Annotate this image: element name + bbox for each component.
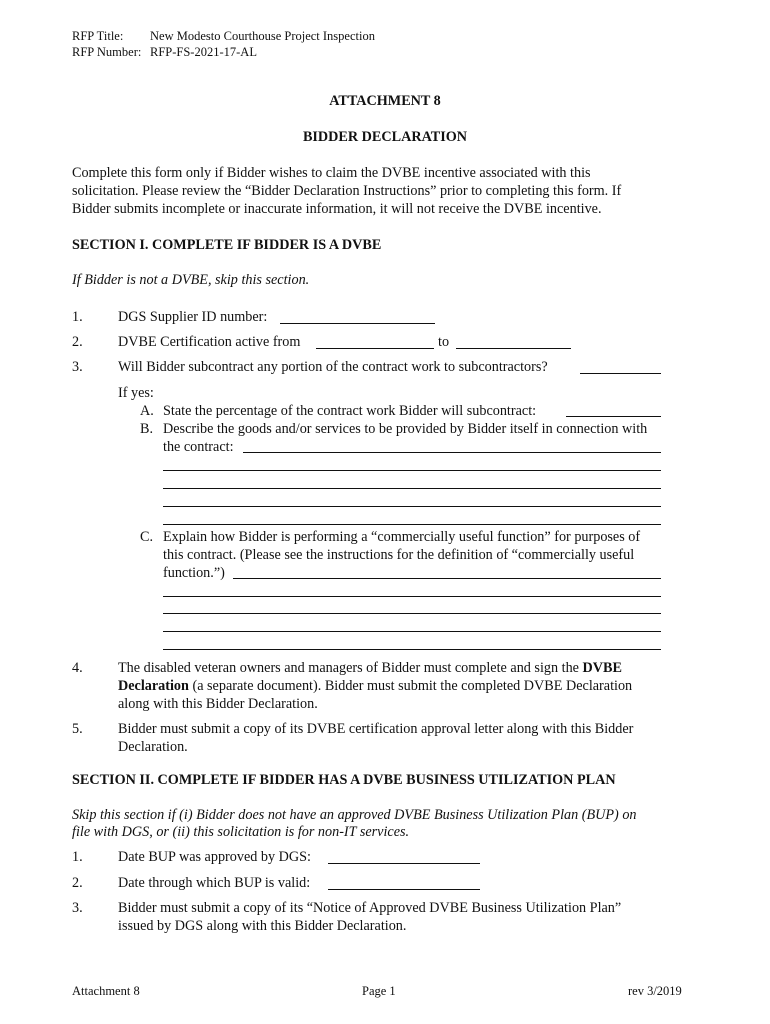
- certification-to-field[interactable]: [456, 348, 571, 349]
- rfp-number-label: RFP Number:: [72, 45, 142, 59]
- bup-valid-label: Date through which BUP is valid:: [118, 875, 311, 891]
- bup-valid-field[interactable]: [328, 889, 480, 890]
- useful-function-field[interactable]: [163, 596, 661, 597]
- goods-services-field[interactable]: [163, 488, 661, 489]
- useful-function-label-cont: function.”): [163, 565, 225, 581]
- supplier-id-label: DGS Supplier ID number:: [118, 309, 268, 325]
- bup-notice-line2: issued by DGS along with this Bidder Declaration.: [118, 918, 407, 934]
- intro-line: Bidder submits incomplete or inaccurate information, it will not receive the DVBE incentive.: [72, 201, 602, 217]
- useful-function-field[interactable]: [163, 613, 661, 614]
- bup-notice-line1: Bidder must submit a copy of its “Notice of Approved DVBE Business Utilization Plan”: [118, 900, 622, 916]
- goods-services-field[interactable]: [243, 452, 661, 453]
- goods-services-field[interactable]: [163, 470, 661, 471]
- sub-letter: A.: [140, 403, 154, 419]
- useful-function-label: Explain how Bidder is performing a “commercially useful function” for purposes of: [163, 529, 641, 545]
- goods-services-field[interactable]: [163, 524, 661, 525]
- useful-function-field[interactable]: [233, 578, 661, 579]
- certification-letter-line2: Declaration.: [118, 739, 188, 755]
- rfp-number-value: RFP-FS-2021-17-AL: [150, 45, 257, 59]
- item-number: 2.: [72, 875, 83, 891]
- item-number: 3.: [72, 359, 83, 375]
- section1-skip-note: If Bidder is not a DVBE, skip this section.: [72, 272, 310, 288]
- section2-skip-note-cont: file with DGS, or (ii) this solicitation is for non-IT services.: [72, 824, 410, 840]
- section2-heading: SECTION II. COMPLETE IF BIDDER HAS A DVBE BUSINESS UTILIZATION PLAN: [72, 772, 616, 788]
- dvbe-declaration-line3: along with this Bidder Declaration.: [118, 696, 318, 712]
- sub-letter: B.: [140, 421, 154, 437]
- item-number: 1.: [72, 309, 83, 325]
- subcontract-answer-field[interactable]: [580, 373, 661, 374]
- footer-attachment: Attachment 8: [72, 984, 140, 998]
- if-yes-label: If yes:: [118, 385, 154, 401]
- useful-function-field[interactable]: [163, 649, 661, 650]
- footer-revision: rev 3/2019: [628, 984, 682, 998]
- goods-services-label: Describe the goods and/or services to be provided by Bidder itself in connection with: [163, 421, 648, 437]
- rfp-title-label: RFP Title:: [72, 29, 124, 43]
- dvbe-declaration-line1: [118, 659, 622, 677]
- bup-approved-field[interactable]: [328, 863, 480, 864]
- certification-label: DVBE Certification active from: [118, 334, 301, 350]
- item4-bold: DVBE: [582, 660, 622, 676]
- useful-function-label-cont: this contract. (Please see the instructions for the definition of “commercially useful: [163, 547, 635, 563]
- subcontract-question: Will Bidder subcontract any portion of the contract work to subcontractors?: [118, 359, 548, 375]
- certification-letter-line1: Bidder must submit a copy of its DVBE certification approval letter along with this Bidder: [118, 721, 634, 737]
- section2-skip-note: Skip this section if (i) Bidder does not have an approved DVBE Business Utilization Plan (BUP) on: [72, 807, 637, 823]
- rfp-title-value: New Modesto Courthouse Project Inspection: [150, 29, 375, 43]
- item-number: 3.: [72, 900, 83, 916]
- attachment-title: ATTACHMENT 8: [329, 93, 441, 109]
- sub-letter: C.: [140, 529, 154, 545]
- item-number: 2.: [72, 334, 83, 350]
- useful-function-field[interactable]: [163, 631, 661, 632]
- item4-text: (a separate document). Bidder must submit the completed DVBE Declaration: [188, 678, 633, 694]
- dvbe-declaration-line2: [118, 677, 632, 695]
- intro-line: Complete this form only if Bidder wishes to claim the DVBE incentive associated with this: [72, 165, 591, 181]
- goods-services-label-cont: the contract:: [163, 439, 234, 455]
- footer-page-number: Page 1: [362, 984, 396, 998]
- item-number: 5.: [72, 721, 83, 737]
- section1-heading: SECTION I. COMPLETE IF BIDDER IS A DVBE: [72, 237, 382, 253]
- intro-line: solicitation. Please review the “Bidder Declaration Instructions” prior to completing this form. If: [72, 183, 622, 199]
- certification-to-label: to: [438, 334, 450, 350]
- item-number: 1.: [72, 849, 83, 865]
- form-title: BIDDER DECLARATION: [302, 129, 468, 145]
- goods-services-field[interactable]: [163, 506, 661, 507]
- certification-from-field[interactable]: [316, 348, 434, 349]
- subcontract-percentage-field[interactable]: [566, 416, 661, 417]
- bup-approved-label: Date BUP was approved by DGS:: [118, 849, 311, 865]
- item4-bold: Declaration: [118, 678, 189, 694]
- item-number: 4.: [72, 660, 83, 676]
- item4-text: The disabled veteran owners and managers of Bidder must complete and sign the: [118, 660, 583, 676]
- subcontract-percentage-label: State the percentage of the contract work Bidder will subcontract:: [163, 403, 537, 419]
- supplier-id-field[interactable]: [280, 323, 435, 324]
